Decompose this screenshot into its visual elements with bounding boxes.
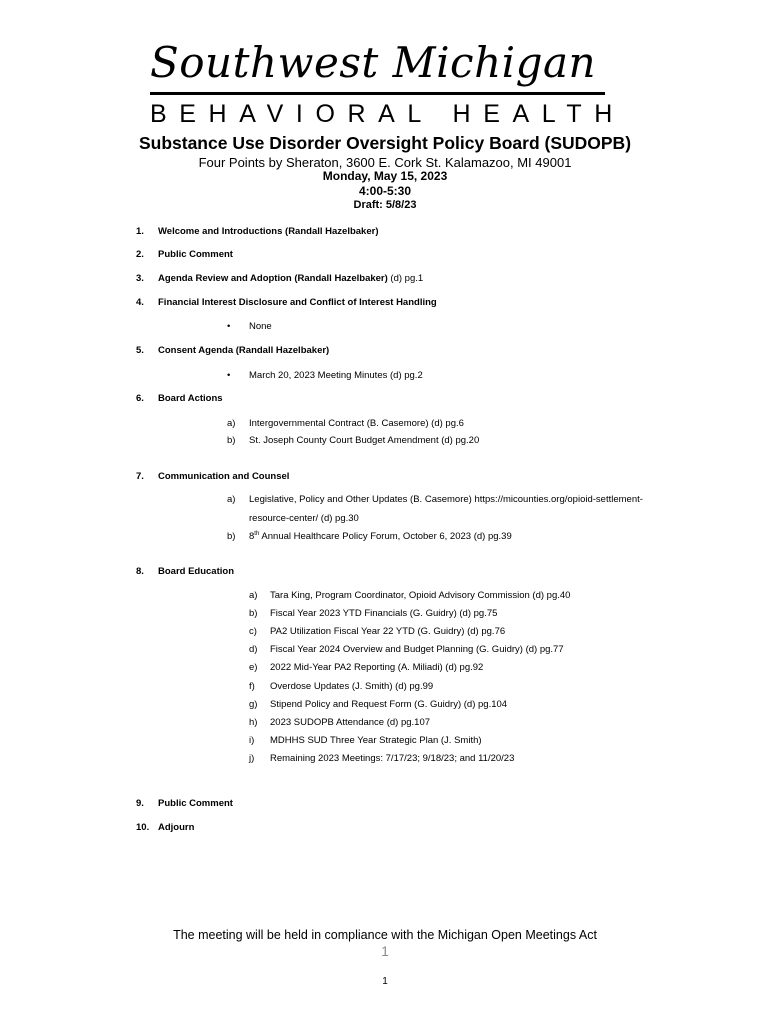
subitem-label: i) xyxy=(249,735,255,746)
logo-subtitle: BEHAVIORAL HEALTH xyxy=(150,100,625,128)
subitem-label: j) xyxy=(249,753,255,764)
agenda-number: 6. xyxy=(136,393,144,404)
footer-note: The meeting will be held in compliance with the Michigan Open Meetings Act xyxy=(173,928,597,942)
agenda-subitem: Legislative, Policy and Other Updates (B. Casemore) https://micounties.org/opioid-settlement- xyxy=(249,494,643,505)
agenda-number: 8. xyxy=(136,566,144,577)
agenda-item-board-education: Board Education xyxy=(158,566,235,577)
subitem-label: h) xyxy=(249,717,258,728)
subitem-label: e) xyxy=(249,662,258,673)
agenda-subitem: St. Joseph County Court Budget Amendment (d) pg.20 xyxy=(249,435,480,446)
meeting-date: Monday, May 15, 2023 xyxy=(322,169,448,183)
agenda-subitem: Stipend Policy and Request Form (G. Guidry) (d) pg.104 xyxy=(270,699,508,710)
logo-script: Southwest Michigan xyxy=(150,38,597,87)
subitem-label: g) xyxy=(249,699,258,710)
agenda-subitem xyxy=(249,531,512,542)
agenda-subitem: PA2 Utilization Fiscal Year 22 YTD (G. Guidry) (d) pg.76 xyxy=(270,626,506,637)
meeting-location: Four Points by Sheraton, 3600 E. Cork St. Kalamazoo, MI 49001 xyxy=(198,155,572,170)
bullet-icon: • xyxy=(227,370,231,381)
agenda-subitem: March 20, 2023 Meeting Minutes (d) pg.2 xyxy=(249,370,423,381)
subitem-label: a) xyxy=(227,494,236,505)
agenda-subitem: MDHHS SUD Three Year Strategic Plan (J. Smith) xyxy=(270,735,482,746)
subitem-label: a) xyxy=(227,418,236,429)
agenda-item-title: Agenda Review and Adoption (Randall Hazelbaker) xyxy=(158,273,388,284)
subitem-label: b) xyxy=(227,531,236,542)
agenda-item-communication: Communication and Counsel xyxy=(158,471,290,482)
agenda-number: 10. xyxy=(136,822,150,833)
agenda-subitem: Fiscal Year 2023 YTD Financials (G. Guidry) (d) pg.75 xyxy=(270,608,498,619)
subitem-label: a) xyxy=(249,590,258,601)
agenda-number: 2. xyxy=(136,249,144,260)
agenda-item-public-comment: Public Comment xyxy=(158,249,233,260)
bullet-icon: • xyxy=(227,321,231,332)
agenda-subitem: Intergovernmental Contract (B. Casemore) (d) pg.6 xyxy=(249,418,464,429)
subitem-label: f) xyxy=(249,681,255,692)
subitem-label: d) xyxy=(249,644,258,655)
subitem-label: c) xyxy=(249,626,257,637)
agenda-number: 5. xyxy=(136,345,144,356)
footer-section-number: 1 xyxy=(381,943,389,959)
agenda-item-adjourn: Adjourn xyxy=(158,822,195,833)
meeting-time: 4:00-5:30 xyxy=(358,184,412,198)
ordinal-suffix: th xyxy=(254,530,260,537)
agenda-item-page-ref: (d) pg.1 xyxy=(387,273,424,284)
subitem-text: Annual Healthcare Policy Forum, October 6, 2023 (d) pg.39 xyxy=(259,531,512,542)
agenda-subitem: Tara King, Program Coordinator, Opioid Advisory Commission (d) pg.40 xyxy=(270,590,571,601)
agenda-subitem: Remaining 2023 Meetings: 7/17/23; 9/18/23; and 11/20/23 xyxy=(270,753,515,764)
agenda-item-welcome: Welcome and Introductions (Randall Hazelbaker) xyxy=(158,226,379,237)
agenda-subitem: 2023 SUDOPB Attendance (d) pg.107 xyxy=(270,717,431,728)
subitem-label: b) xyxy=(249,608,258,619)
agenda-number: 7. xyxy=(136,471,144,482)
agenda-item-agenda-review xyxy=(158,273,423,284)
agenda-subitem: None xyxy=(249,321,272,332)
subitem-label: b) xyxy=(227,435,236,446)
page-title: Substance Use Disorder Oversight Policy Board (SUDOPB) xyxy=(138,133,632,153)
agenda-number: 3. xyxy=(136,273,144,284)
page-number: 1 xyxy=(382,976,388,987)
logo-divider xyxy=(150,92,605,95)
agenda-number: 4. xyxy=(136,297,144,308)
agenda-number: 9. xyxy=(136,798,144,809)
agenda-item-consent: Consent Agenda (Randall Hazelbaker) xyxy=(158,345,330,356)
agenda-subitem: 2022 Mid-Year PA2 Reporting (A. Miliadi) (d) pg.92 xyxy=(270,662,484,673)
agenda-number: 1. xyxy=(136,226,144,237)
agenda-item-public-comment-2: Public Comment xyxy=(158,798,233,809)
agenda-subitem: Fiscal Year 2024 Overview and Budget Planning (G. Guidry) (d) pg.77 xyxy=(270,644,564,655)
ordinal-number: 8 xyxy=(249,531,255,542)
agenda-item-financial-interest: Financial Interest Disclosure and Conflict of Interest Handling xyxy=(158,297,437,308)
agenda-subitem: Overdose Updates (J. Smith) (d) pg.99 xyxy=(270,681,434,692)
agenda-subitem-continued: resource-center/ (d) pg.30 xyxy=(249,513,359,524)
agenda-item-board-actions: Board Actions xyxy=(158,393,223,404)
draft-date: Draft: 5/8/23 xyxy=(353,199,417,211)
